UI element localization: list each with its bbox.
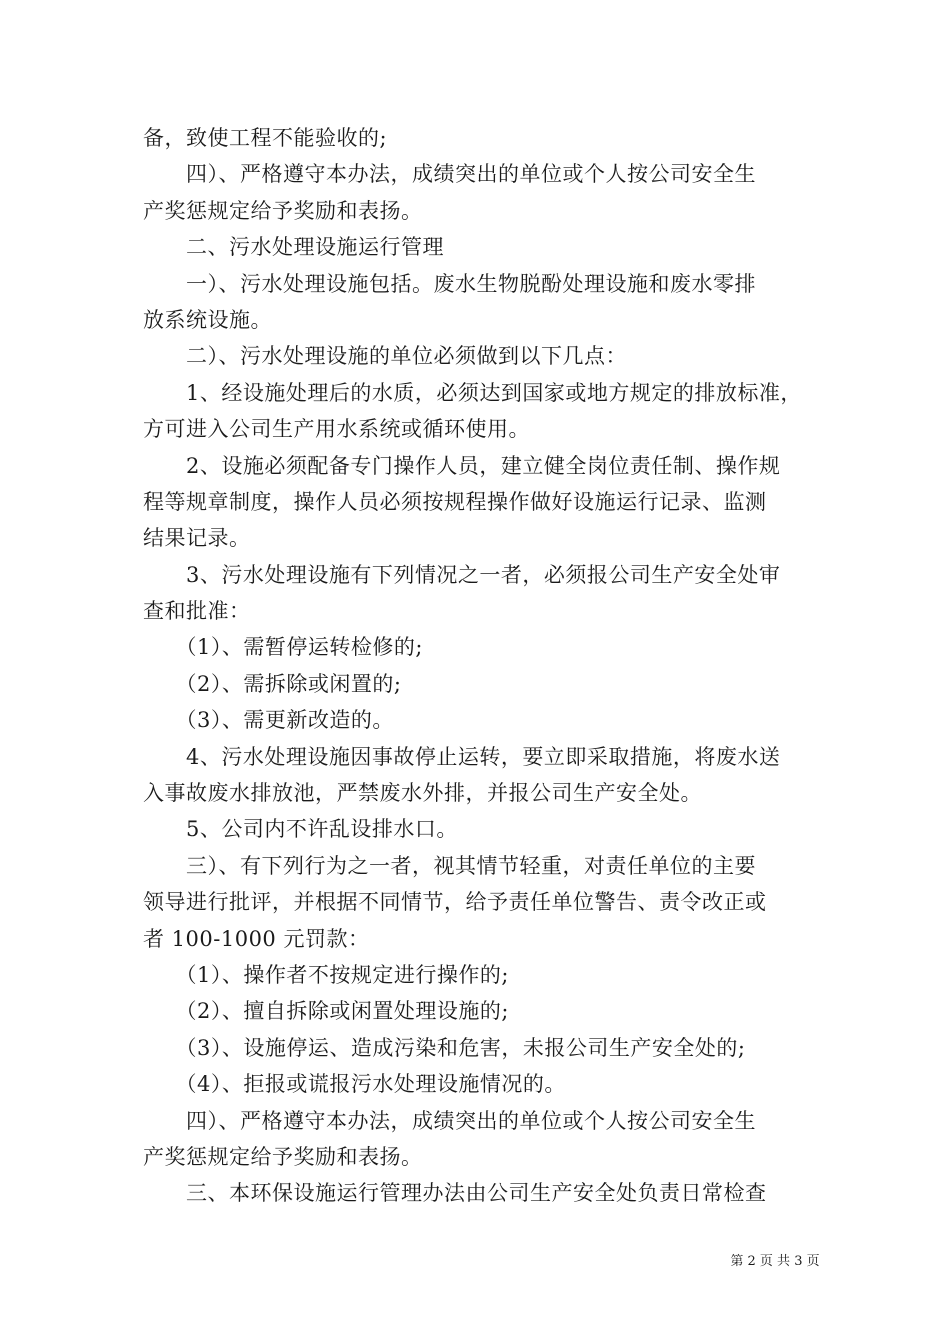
text-line: 3、污水处理设施有下列情况之一者，必须报公司生产安全处审 [143, 562, 781, 587]
text-line: 4、污水处理设施因事故停止运转，要立即采取措施，将废水送 [143, 744, 781, 769]
text-line: 三、本环保设施运行管理办法由公司生产安全处负责日常检查 [143, 1181, 767, 1206]
text-line: 结果记录。 [143, 526, 251, 551]
text-line: （2）、需拆除或闲置的; [143, 671, 402, 696]
text-line: 二、污水处理设施运行管理 [143, 235, 444, 260]
text-line: （4）、拒报或谎报污水处理设施情况的。 [143, 1072, 566, 1097]
text-line: 备，致使工程不能验收的; [143, 126, 388, 150]
text-line: （1）、操作者不按规定进行操作的; [143, 962, 509, 987]
text-line: 1、经设施处理后的水质，必须达到国家或地方规定的排放标准， [143, 380, 802, 405]
text-line: 四）、严格遵守本办法，成绩突出的单位或个人按公司安全生 [143, 162, 756, 187]
text-line: 者 100-1000 元罚款： [143, 926, 370, 951]
text-line: （3）、需更新改造的。 [143, 708, 394, 733]
text-line: 产奖惩规定给予奖励和表扬。 [143, 198, 423, 223]
text-line: （3）、设施停运、造成污染和危害，未报公司生产安全处的; [143, 1035, 746, 1060]
text-line: 放系统设施。 [143, 307, 272, 332]
text-line: 二）、污水处理设施的单位必须做到以下几点： [143, 344, 627, 369]
text-line: 方可进入公司生产用水系统或循环使用。 [143, 417, 530, 442]
text-line: 产奖惩规定给予奖励和表扬。 [143, 1144, 423, 1169]
text-line: （2）、擅自拆除或闲置处理设施的; [143, 999, 509, 1024]
text-line: 查和批准： [143, 599, 251, 624]
body-text [143, 120, 823, 1212]
text-line: 一）、污水处理设施包括。废水生物脱酚处理设施和废水零排 [143, 271, 756, 296]
text-line: 四）、严格遵守本办法，成绩突出的单位或个人按公司安全生 [143, 1108, 756, 1133]
text-line: 程等规章制度，操作人员必须按规程操作做好设施运行记录、监测 [143, 489, 767, 514]
text-line: （1）、需暂停运转检修的; [143, 635, 423, 660]
text-line: 领导进行批评，并根据不同情节，给予责任单位警告、责令改正或 [143, 890, 767, 915]
text-line: 2、设施必须配备专门操作人员，建立健全岗位责任制、操作规 [143, 453, 781, 478]
page-number: 第 2 页 共 3 页 [730, 1254, 820, 1269]
text-line: 三）、有下列行为之一者，视其情节轻重，对责任单位的主要 [143, 853, 756, 878]
text-line: 5、公司内不许乱设排水口。 [143, 817, 458, 842]
text-line: 入事故废水排放池，严禁废水外排，并报公司生产安全处。 [143, 781, 702, 806]
